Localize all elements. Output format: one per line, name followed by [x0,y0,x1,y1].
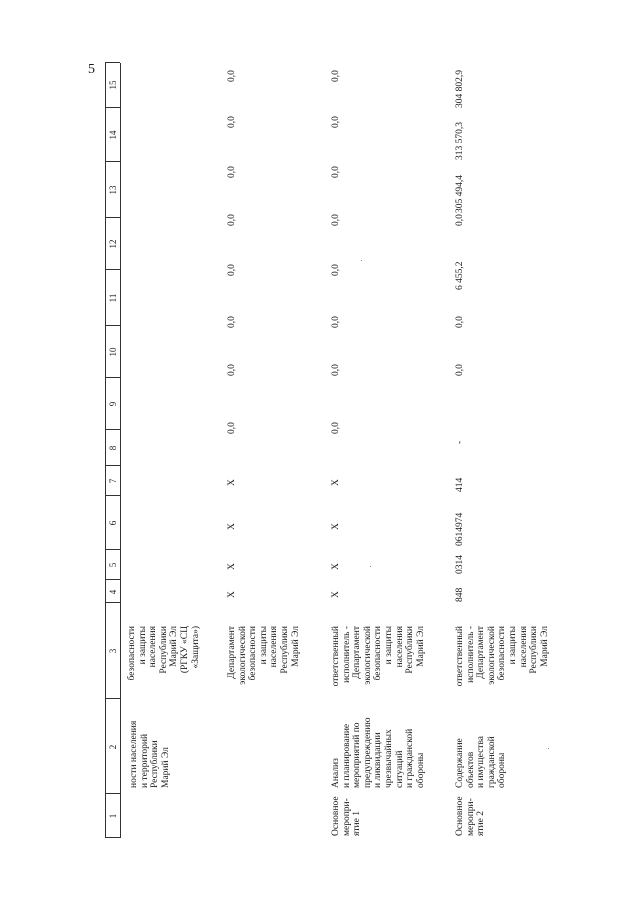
text-line: безопасности [127,626,137,681]
column-number-14: 14 [108,130,118,140]
header-divider [105,377,120,378]
text-line: Республики [150,740,161,788]
text-line: безопасности [497,626,508,681]
text-line: мероприятий по [352,722,363,788]
text-line: Анализ [331,758,341,788]
measure1-row-col14: 0,0 [331,116,341,128]
measure2-row-col14: 313 570,3 [455,122,465,160]
text-line: Марий Эл [539,626,550,667]
scan-speck [361,260,362,261]
text-line: и защиты [258,626,269,665]
column-number-1: 1 [108,813,118,819]
text-line: и территорий [139,733,150,788]
text-line: Республики [529,626,540,674]
column-number-7: 7 [108,478,118,484]
page-number: 5 [88,62,95,77]
measure1-row-col1 [331,796,363,836]
text-line: экологической [237,626,248,685]
measure1-row-col2 [331,700,426,788]
text-line: населения [518,626,529,668]
continued-row-col3 [127,626,201,698]
text-line: и гражданской [405,728,416,788]
column-number-10: 10 [108,347,118,357]
text-line: населения [394,626,405,668]
text-line: меропри- [465,798,476,836]
column-number-2: 2 [108,744,118,750]
column-number-13: 13 [108,185,118,195]
table-header-bottom-rule [120,63,121,838]
text-line: чрезвычайных [383,729,394,788]
measure2-row-col1 [455,796,487,836]
text-line: экологической [486,626,497,685]
measure1-row-col4: X [331,591,341,598]
measure1-row-col5: X [331,563,341,570]
measure1-row-col12: 0,0 [331,214,341,226]
text-line: Основное [331,796,341,836]
text-line: «Защита») [190,626,201,669]
header-divider [105,837,120,838]
measure2-row-col8: - [455,440,465,444]
scan-speck [548,748,549,749]
header-divider [105,793,120,794]
measure1-row-col9: 0,0 [331,364,341,376]
measure1-row-col8: 0,0 [331,422,341,434]
text-line: обороны [415,752,426,788]
column-number-11: 11 [108,293,118,303]
measure2-row-col11: 6 455,2 [455,261,465,290]
text-line: обороны [497,752,508,788]
measure2-row-col7: 414 [455,477,465,492]
measure2-row-col4: 848 [455,587,465,602]
measure1-row-col6: X [331,523,341,530]
column-number-3: 3 [108,648,118,654]
measure1-row-col7: X [331,479,341,486]
scan-speck [370,566,371,567]
text-line: Департамент [227,626,237,679]
text-line: гражданской [486,736,497,788]
text-line: Содержание [455,738,465,788]
dept-row-col13: 0,0 [227,166,237,178]
dept-row-col10: 0,0 [227,316,237,328]
header-divider [105,62,120,63]
text-line: безопасности [373,626,384,681]
header-divider [105,698,120,699]
rotated-table [105,18,605,838]
dept-row-col3 [227,626,301,698]
text-line: Марий Эл [415,626,426,667]
text-line: предупреждению [362,717,373,788]
text-line: Департамент [352,626,363,679]
measure1-row-col15: 0,0 [331,70,341,82]
measure2-row-col12: 0,0 [455,214,465,226]
text-line: объектов [465,751,476,788]
header-divider [105,325,120,326]
measure2-row-col6: 0614974 [455,512,465,546]
dept-row-col4: X [227,591,237,598]
column-number-5: 5 [108,562,118,568]
measure2-row-col3 [455,626,550,698]
text-line: населения [269,626,280,668]
text-line: Марий Эл [290,626,301,667]
measure2-row-col5: 0314 [455,555,465,574]
text-line: ятие 1 [352,811,363,836]
dept-row-col15: 0,0 [227,70,237,82]
column-number-4: 4 [108,589,118,595]
dept-row-col9: 0,0 [227,364,237,376]
dept-row-col8: 0,0 [227,422,237,434]
dept-row-col14: 0,0 [227,116,237,128]
dept-row-col12: 0,0 [227,214,237,226]
text-line: и защиты [137,626,148,665]
text-line: и планирование [341,723,352,788]
text-line: экологической [362,626,373,685]
text-line: ятие 2 [476,811,487,836]
text-line: исполнитель - [341,626,352,683]
text-line: и защиты [383,626,394,665]
header-divider [105,161,120,162]
dept-row-col7: X [227,479,237,486]
table-header-top-rule [105,63,106,838]
measure2-row-col15: 304 802,9 [455,70,465,108]
text-line: и ликвидации [373,732,384,788]
text-line: и имущества [476,735,487,788]
text-line: (РГКУ «СЦ [179,626,190,674]
dept-row-col6: X [227,523,237,530]
text-line: населения [148,626,159,668]
measure1-row-col10: 0,0 [331,316,341,328]
measure2-row-col2 [455,700,508,788]
header-divider [105,269,120,270]
text-line: Основное [455,796,465,836]
measure1-row-col13: 0,0 [331,166,341,178]
text-line: ситуаций [394,750,405,788]
text-line: Департамент [476,626,487,679]
column-number-6: 6 [108,520,118,526]
measure1-row-col11: 0,0 [331,264,341,276]
text-line: и защиты [507,626,518,665]
measure1-row-col3 [331,626,426,698]
header-divider [105,217,120,218]
text-line: Марий Эл [160,747,171,788]
column-number-12: 12 [108,239,118,249]
column-number-9: 9 [108,401,118,407]
header-divider [105,107,120,108]
text-line: Республики [405,626,416,674]
text-line: исполнитель - [465,626,476,683]
text-line: Республики [158,626,169,674]
column-number-8: 8 [108,445,118,451]
text-line: ответственный [455,626,465,687]
text-line: безопасности [248,626,259,681]
measure2-row-col13: 305 494,4 [455,175,465,213]
column-number-15: 15 [108,80,118,90]
text-line: Марий Эл [169,626,180,667]
text-line: ответственный [331,626,341,687]
measure2-row-col10: 0,0 [455,316,465,328]
text-line: Республики [279,626,290,674]
text-line: меропри- [341,798,352,836]
dept-row-col11: 0,0 [227,264,237,276]
dept-row-col5: X [227,563,237,570]
text-line: ности населения [129,720,139,788]
measure2-row-col9: 0,0 [455,364,465,376]
continued-row-col2 [129,700,171,788]
